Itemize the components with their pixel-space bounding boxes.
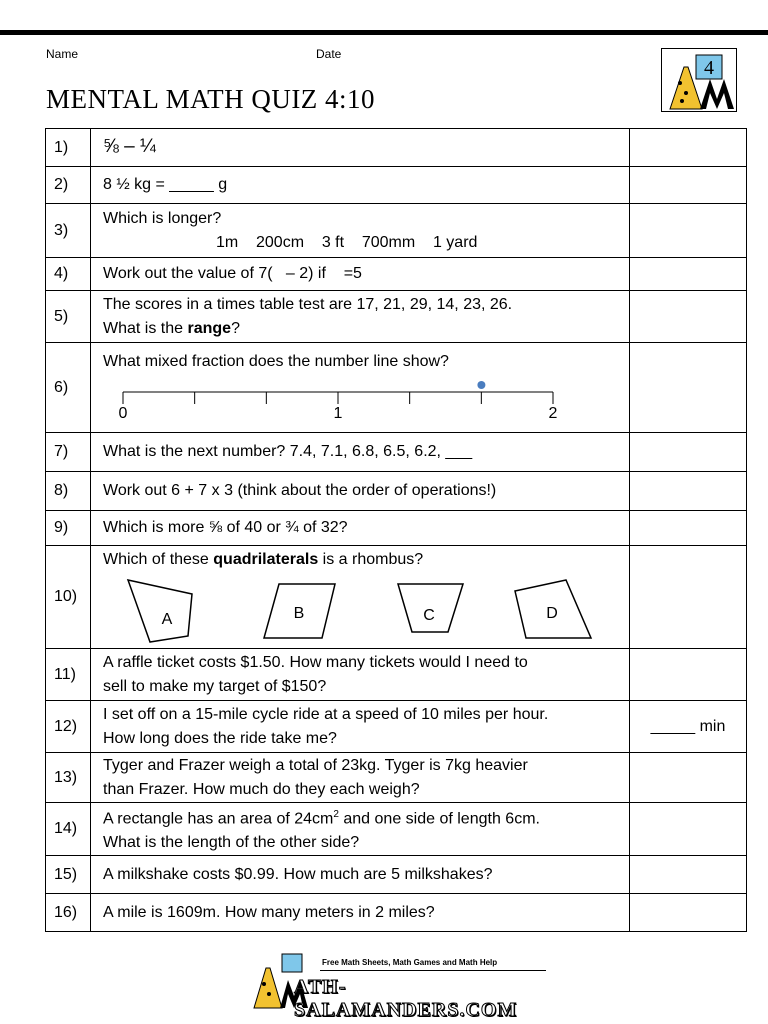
answer-cell[interactable] — [630, 472, 747, 511]
question-row-11 — [46, 649, 747, 701]
question-text-line2 — [103, 317, 629, 341]
footer-tagline: Free Math Sheets, Math Games and Math Help — [322, 958, 498, 967]
question-number: 10) — [46, 546, 91, 649]
question-text: 8 ½ kg = _____ g — [91, 167, 630, 204]
logo-digit: 4 — [704, 57, 714, 79]
question-row-4 — [46, 258, 747, 291]
answer-cell[interactable] — [630, 258, 747, 291]
answer-cell[interactable] — [630, 291, 747, 343]
page-title: MENTAL MATH QUIZ 4:10 — [46, 84, 376, 114]
question-number: 15) — [46, 856, 91, 894]
answer-cell[interactable] — [630, 129, 747, 167]
answer-cell[interactable]: _____ min — [630, 701, 747, 753]
question-text: A raffle ticket costs $1.50. How many tickets would I need to — [103, 653, 528, 671]
answer-cell[interactable] — [630, 167, 747, 204]
number-line — [103, 374, 583, 426]
shape-a[interactable] — [128, 580, 192, 642]
footer-logo[interactable] — [250, 950, 550, 1021]
text-segment: ? — [231, 319, 240, 337]
quadrilateral-shapes — [103, 572, 603, 646]
question-text-line2: How long does the ride take me? — [103, 729, 337, 747]
question-row-7 — [46, 433, 747, 472]
answer-cell[interactable] — [630, 511, 747, 546]
question-number: 14) — [46, 803, 91, 856]
question-text-line2: than Frazer. How much do they each weigh? — [103, 780, 420, 798]
answer-cell[interactable] — [630, 856, 747, 894]
shape-label-c: C — [423, 607, 435, 624]
text-segment: is a rhombus? — [318, 551, 424, 568]
shape-label-b: B — [293, 605, 305, 622]
text-segment: and one side of length 6cm. — [338, 810, 540, 828]
question-number: 3) — [46, 204, 91, 258]
shape-label-d: D — [546, 605, 558, 622]
text-segment: Which of these — [103, 551, 214, 568]
date-label: Date — [316, 47, 342, 61]
answer-cell[interactable] — [630, 433, 747, 472]
answer-cell[interactable] — [630, 649, 747, 701]
question-row-14 — [46, 803, 747, 856]
question-number: 12) — [46, 701, 91, 753]
question-number: 1) — [46, 129, 91, 167]
tick-label-2: 2 — [548, 404, 558, 422]
text-segment: A rectangle has an area of 24cm — [103, 810, 334, 828]
question-text: The scores in a times table test are 17, 21, 29, 14, 23, 26. — [103, 295, 513, 313]
question-row-6 — [46, 343, 747, 433]
question-text: ⅝ – ¼ — [103, 136, 156, 157]
question-row-3 — [46, 204, 747, 258]
question-text-line2: What is the length of the other side? — [103, 834, 360, 852]
question-text: Which is longer? — [103, 209, 222, 227]
question-text — [103, 803, 629, 831]
question-row-13 — [46, 753, 747, 803]
question-number: 8) — [46, 472, 91, 511]
question-text: A mile is 1609m. How many meters in 2 miles? — [91, 894, 630, 932]
question-row-12 — [46, 701, 747, 753]
answer-cell[interactable] — [630, 546, 747, 649]
question-text: What mixed fraction does the number line show? — [103, 352, 449, 370]
tick-label-1: 1 — [333, 404, 343, 422]
question-number: 9) — [46, 511, 91, 546]
answer-cell[interactable] — [630, 803, 747, 856]
footer-site-name[interactable]: ATH-SALAMANDERS.COM — [294, 976, 518, 1021]
quiz-table — [45, 128, 747, 932]
question-row-1 — [46, 129, 747, 167]
question-text: Work out the value of 7( – 2) if =5 — [91, 258, 630, 291]
question-text: Tyger and Frazer weigh a total of 23kg. Tyger is 7kg heavier — [103, 756, 528, 774]
answer-cell[interactable] — [630, 894, 747, 932]
number-line-point — [477, 381, 485, 389]
question-number: 4) — [46, 258, 91, 291]
question-text: Which is more ⅝ of 40 or ¾ of 32? — [91, 511, 630, 546]
question-number: 6) — [46, 343, 91, 433]
question-text: Work out 6 + 7 x 3 (think about the order of operations!) — [91, 472, 630, 511]
question-number: 7) — [46, 433, 91, 472]
question-row-9 — [46, 511, 747, 546]
shape-label-a: A — [161, 611, 173, 628]
answer-cell[interactable] — [630, 343, 747, 433]
question-row-5 — [46, 291, 747, 343]
question-number: 5) — [46, 291, 91, 343]
answer-cell[interactable] — [630, 204, 747, 258]
bold-term: range — [187, 319, 232, 337]
question-text: A milkshake costs $0.99. How much are 5 milkshakes? — [91, 856, 630, 894]
question-row-8 — [46, 472, 747, 511]
question-number: 11) — [46, 649, 91, 701]
salamander-logo — [661, 48, 737, 112]
question-number: 16) — [46, 894, 91, 932]
question-row-15 — [46, 856, 747, 894]
footer-divider — [320, 970, 546, 971]
answer-cell[interactable] — [630, 753, 747, 803]
text-segment: What is the — [103, 319, 188, 337]
name-label: Name — [46, 47, 79, 61]
question-row-16 — [46, 894, 747, 932]
tick-label-0: 0 — [118, 404, 128, 422]
question-text: I set off on a 15-mile cycle ride at a speed of 10 miles per hour. — [103, 705, 549, 723]
question-text — [103, 548, 629, 572]
question-row-10 — [46, 546, 747, 649]
question-number: 13) — [46, 753, 91, 803]
question-number: 2) — [46, 167, 91, 204]
superscript: 2 — [333, 809, 339, 820]
bold-term: quadrilaterals — [213, 551, 319, 568]
question-text-line2: sell to make my target of $150? — [103, 677, 327, 695]
question-options: 1m 200cm 3 ft 700mm 1 yard — [216, 233, 478, 251]
question-text: What is the next number? 7.4, 7.1, 6.8, 6.5, 6.2, ___ — [91, 433, 630, 472]
question-row-2 — [46, 167, 747, 204]
top-rule — [0, 30, 768, 35]
